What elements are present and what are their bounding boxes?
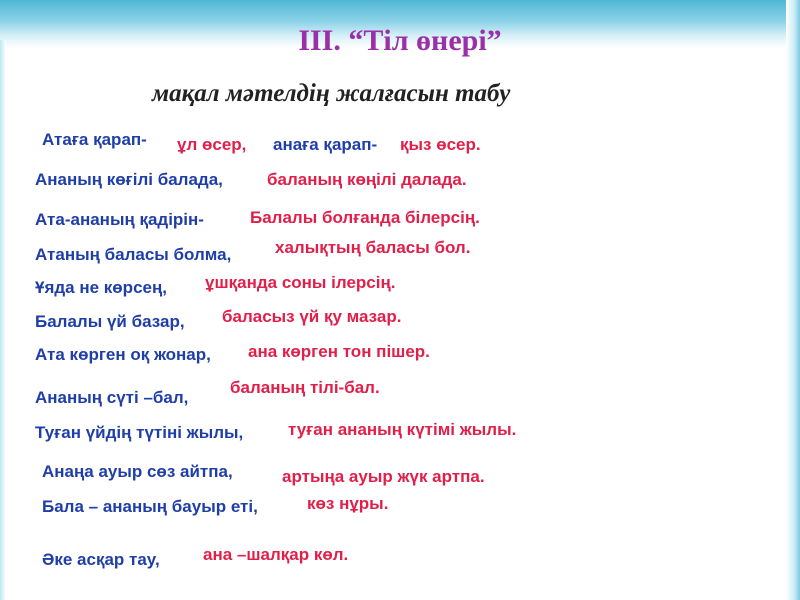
proverb-end: Балалы болғанда білерсің. bbox=[250, 208, 480, 227]
proverb-end: көз нұры. bbox=[307, 494, 389, 513]
proverb-end: баласыз үй қу мазар. bbox=[222, 307, 402, 326]
right-decorative-edge bbox=[786, 0, 800, 600]
slide-subtitle: мақал мәтелдің жалғасын табу bbox=[152, 80, 511, 107]
proverb-end: баланың көңілі далада. bbox=[267, 170, 467, 189]
proverb-start: Бала – ананың бауыр еті, bbox=[42, 497, 258, 516]
proverb-start: Туған үйдің түтіні жылы, bbox=[35, 423, 244, 442]
proverb-start: Атаның баласы болма, bbox=[35, 245, 232, 264]
proverb-start: Ұяда не көрсең, bbox=[35, 278, 167, 297]
proverb-end: баланың тілі-бал. bbox=[230, 378, 380, 397]
proverb-start: Ата-ананың қадірін- bbox=[35, 210, 204, 229]
proverb-end: ұшқанда соны ілерсің. bbox=[205, 273, 396, 292]
proverb-start: Анаңа ауыр сөз айтпа, bbox=[42, 462, 233, 481]
proverb-start: Ата көрген оқ жонар, bbox=[35, 345, 211, 364]
proverb-end: артыңа ауыр жүк артпа. bbox=[282, 467, 485, 486]
proverb-start: Ананың сүті –бал, bbox=[35, 388, 189, 407]
proverb-start: Балалы үй базар, bbox=[35, 312, 185, 331]
proverb-start: Ананың көғілі балада, bbox=[35, 170, 223, 189]
proverb-middle: анаға қарап- bbox=[273, 135, 378, 154]
proverb-start: Әке асқар тау, bbox=[42, 550, 160, 569]
proverb-end: халықтың баласы бол. bbox=[275, 238, 471, 257]
proverb-end: қыз өсер. bbox=[400, 135, 481, 154]
proverb-end: ұл өсер, bbox=[177, 135, 247, 154]
left-decorative-edge bbox=[0, 40, 6, 600]
slide-title: III. “Тіл өнері” bbox=[298, 24, 502, 57]
proverb-end: туған ананың күтімі жылы. bbox=[288, 420, 517, 439]
proverb-end: ана көрген тон пішер. bbox=[248, 342, 430, 361]
proverb-start: Атаға қарап- bbox=[42, 130, 147, 149]
proverb-end: ана –шалқар көл. bbox=[203, 545, 349, 564]
